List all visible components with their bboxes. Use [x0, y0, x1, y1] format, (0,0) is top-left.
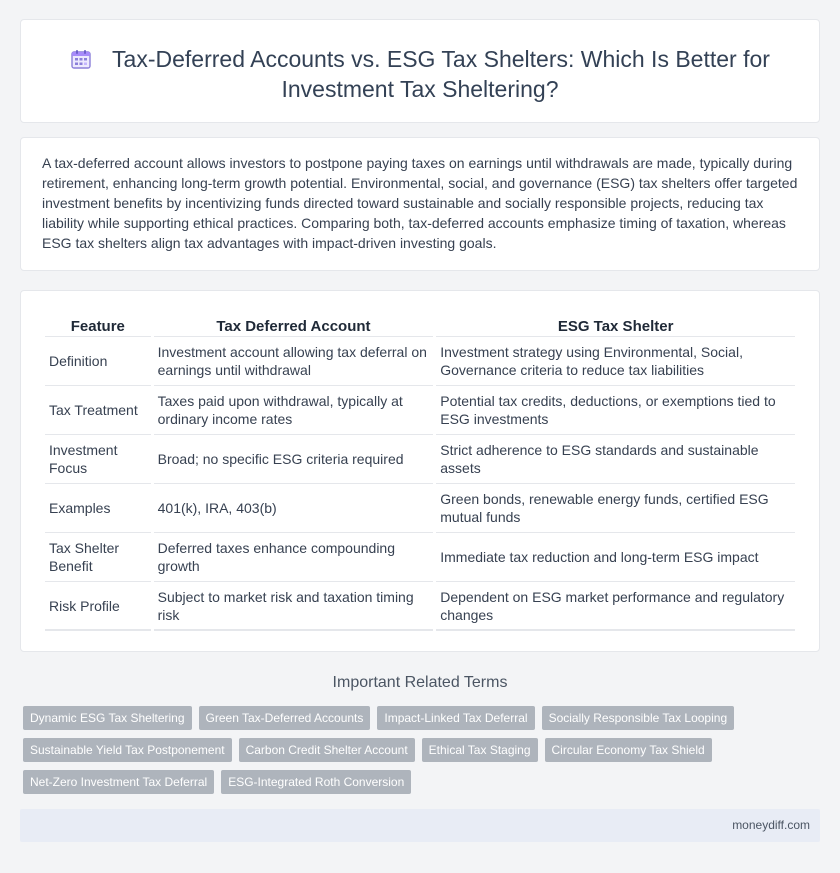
tag-row	[23, 706, 823, 730]
related-term-tag[interactable]: Socially Responsible Tax Looping	[542, 706, 735, 730]
related-term-tag[interactable]: Circular Economy Tax Shield	[545, 738, 712, 762]
footer-bar	[20, 809, 820, 842]
esg-cell: Potential tax credits, deductions, or exemptions tied to ESG investments	[436, 386, 795, 435]
table-row	[45, 533, 795, 582]
intro-paragraph: A tax-deferred account allows investors to postpone paying taxes on earnings until withdrawals are made, typically during retirement, enhancing long-term growth potential. Environmental, social, and governance (ESG) tax shelters offer targeted investment benefits by incentivizing funds directed toward sustainable and socially responsible projects, reducing tax liability while supporting ethical practices. Comparing both, tax-deferred accounts emphasize timing of taxation, whereas ESG tax shelters align tax advantages with impact-driven investing goals.	[42, 155, 798, 251]
column-header-feature: Feature	[45, 315, 151, 337]
footer-site-link[interactable]: moneydiff.com	[732, 818, 810, 832]
esg-cell: Dependent on ESG market performance and regulatory changes	[436, 582, 795, 631]
tax-deferred-cell: Investment account allowing tax deferral on earnings until withdrawal	[154, 337, 434, 386]
tag-row	[23, 738, 823, 762]
feature-cell: Tax Shelter Benefit	[45, 533, 151, 582]
tax-deferred-cell: 401(k), IRA, 403(b)	[154, 484, 434, 533]
tax-deferred-cell: Taxes paid upon withdrawal, typically at ordinary income rates	[154, 386, 434, 435]
comparison-table	[42, 315, 798, 631]
esg-cell: Green bonds, renewable energy funds, certified ESG mutual funds	[436, 484, 795, 533]
tax-deferred-cell: Deferred taxes enhance compounding growth	[154, 533, 434, 582]
table-row	[45, 435, 795, 484]
feature-cell: Investment Focus	[45, 435, 151, 484]
related-term-tag[interactable]: Ethical Tax Staging	[422, 738, 538, 762]
related-terms-list	[23, 706, 823, 802]
page-title	[21, 44, 819, 104]
related-term-tag[interactable]: Net-Zero Investment Tax Deferral	[23, 770, 214, 794]
table-header-row	[45, 315, 795, 337]
related-term-tag[interactable]: Carbon Credit Shelter Account	[239, 738, 415, 762]
esg-cell: Immediate tax reduction and long-term ESG impact	[436, 533, 795, 582]
related-term-tag[interactable]: Dynamic ESG Tax Sheltering	[23, 706, 192, 730]
feature-cell: Definition	[45, 337, 151, 386]
feature-cell: Tax Treatment	[45, 386, 151, 435]
esg-cell: Strict adherence to ESG standards and sustainable assets	[436, 435, 795, 484]
comparison-card	[20, 290, 820, 652]
esg-cell: Investment strategy using Environmental, Social, Governance criteria to reduce tax liabilities	[436, 337, 795, 386]
feature-cell: Examples	[45, 484, 151, 533]
tag-row	[23, 770, 823, 794]
tax-deferred-cell: Broad; no specific ESG criteria required	[154, 435, 434, 484]
column-header-tax-deferred: Tax Deferred Account	[154, 315, 434, 337]
related-term-tag[interactable]: ESG-Integrated Roth Conversion	[221, 770, 411, 794]
title-card	[20, 19, 820, 123]
page-title-text: Tax-Deferred Accounts vs. ESG Tax Shelters: Which Is Better for Investment Tax Sheltering?	[112, 46, 770, 102]
table-row	[45, 582, 795, 631]
tax-deferred-cell: Subject to market risk and taxation timing risk	[154, 582, 434, 631]
table-row	[45, 386, 795, 435]
column-header-esg: ESG Tax Shelter	[436, 315, 795, 337]
related-term-tag[interactable]: Impact-Linked Tax Deferral	[377, 706, 534, 730]
table-row	[45, 337, 795, 386]
related-term-tag[interactable]: Green Tax-Deferred Accounts	[199, 706, 371, 730]
feature-cell: Risk Profile	[45, 582, 151, 631]
calendar-icon	[70, 46, 92, 66]
related-term-tag[interactable]: Sustainable Yield Tax Postponement	[23, 738, 232, 762]
related-terms-heading: Important Related Terms	[332, 674, 508, 691]
table-row	[45, 484, 795, 533]
intro-card	[20, 137, 820, 271]
